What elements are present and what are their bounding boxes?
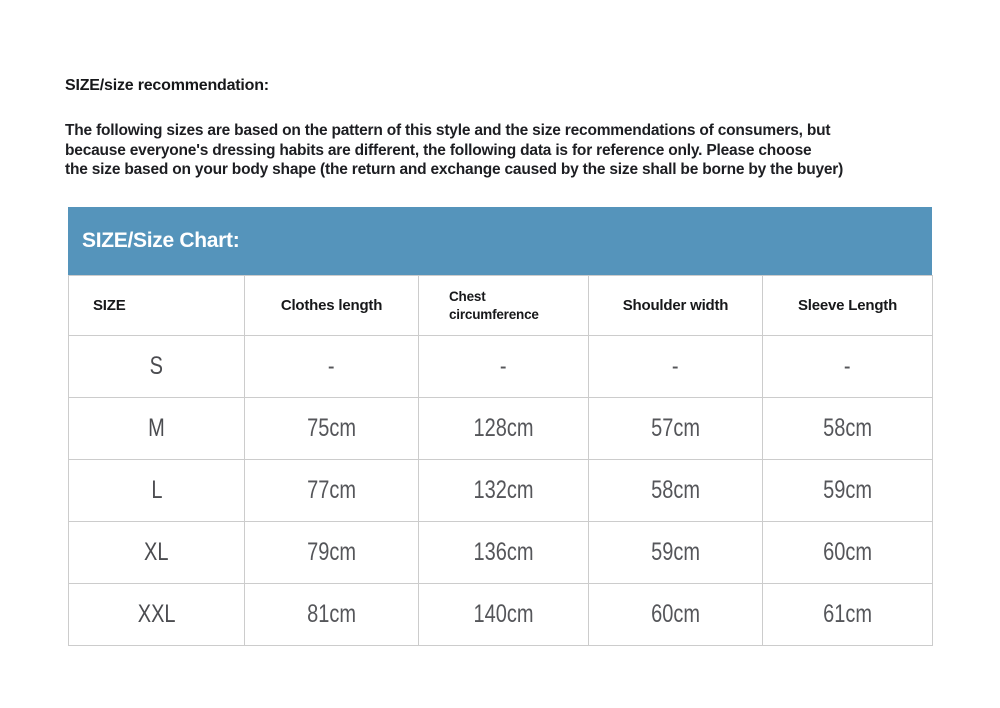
value-cell <box>589 398 763 460</box>
value-text: 140cm <box>473 600 534 628</box>
recommendation-heading: SIZE/size recommendation: <box>65 77 269 94</box>
value-text: 61cm <box>823 600 872 628</box>
value-text: 136cm <box>473 538 534 566</box>
column-header-size: SIZE <box>69 276 245 336</box>
recommendation-line: the size based on your body shape (the return and exchange caused by the size shall be borne by the buyer) <box>65 161 844 178</box>
column-header-chest-circumference <box>419 276 589 336</box>
size-label-text: XXL <box>137 600 176 628</box>
value-text: - <box>672 352 679 380</box>
value-text: 81cm <box>307 600 356 628</box>
value-cell <box>419 522 589 584</box>
table-row-s <box>69 336 933 398</box>
size-label <box>69 336 245 398</box>
value-text: 60cm <box>651 600 700 628</box>
size-label <box>69 398 245 460</box>
value-cell <box>763 584 933 646</box>
value-cell <box>419 336 589 398</box>
value-text: 60cm <box>823 538 872 566</box>
recommendation-line: because everyone's dressing habits are different, the following data is for reference only. Please choose <box>65 141 812 159</box>
value-text: 128cm <box>473 414 534 442</box>
value-cell <box>245 584 419 646</box>
size-chart-table <box>68 275 933 646</box>
value-cell <box>763 398 933 460</box>
table-row-l <box>69 460 933 522</box>
value-text: 132cm <box>473 476 534 504</box>
value-cell <box>763 522 933 584</box>
value-text: 75cm <box>307 414 356 442</box>
value-text: 79cm <box>307 538 356 566</box>
value-text: 77cm <box>307 476 356 504</box>
size-label <box>69 522 245 584</box>
value-text: 57cm <box>651 414 700 442</box>
value-cell <box>589 584 763 646</box>
value-text: 58cm <box>651 476 700 504</box>
size-label <box>69 584 245 646</box>
table-row-xl <box>69 522 933 584</box>
size-chart-banner-title: SIZE/Size Chart: <box>82 229 240 252</box>
value-cell <box>589 522 763 584</box>
value-cell <box>763 460 933 522</box>
size-label-text: S <box>149 352 164 380</box>
size-label-text: L <box>150 476 163 504</box>
table-row-xxl <box>69 584 933 646</box>
column-header-sleeve-length: Sleeve Length <box>763 276 933 336</box>
value-cell <box>245 336 419 398</box>
value-text: - <box>500 352 507 380</box>
value-cell <box>763 336 933 398</box>
column-header-chest-circumference-label: Chest circumference <box>449 288 539 322</box>
size-label-text: M <box>148 414 165 442</box>
column-header-shoulder-width: Shoulder width <box>589 276 763 336</box>
recommendation-line: The following sizes are based on the pattern of this style and the size recommendations of consumers, but <box>65 122 831 139</box>
value-text: 59cm <box>823 476 872 504</box>
value-text: - <box>328 352 335 380</box>
table-row-m <box>69 398 933 460</box>
value-text: - <box>844 352 851 380</box>
value-cell <box>245 460 419 522</box>
value-cell <box>419 584 589 646</box>
value-cell <box>419 460 589 522</box>
value-cell <box>419 398 589 460</box>
size-label-text: XL <box>144 538 169 566</box>
column-header-clothes-length: Clothes length <box>245 276 419 336</box>
value-cell <box>245 522 419 584</box>
recommendation-paragraph <box>65 121 965 180</box>
value-cell <box>589 336 763 398</box>
value-text: 58cm <box>823 414 872 442</box>
value-cell <box>245 398 419 460</box>
value-text: 59cm <box>651 538 700 566</box>
value-cell <box>589 460 763 522</box>
table-header-row <box>69 276 933 336</box>
size-label <box>69 460 245 522</box>
size-chart-banner <box>68 207 932 275</box>
